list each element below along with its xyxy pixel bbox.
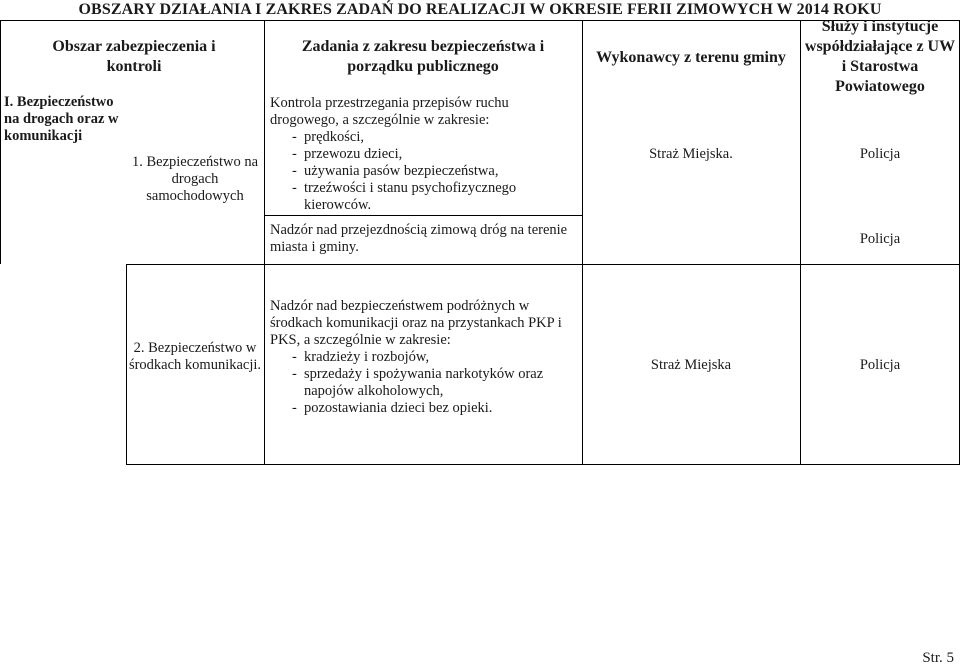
grid-line [264,20,265,464]
service-2: Policja [859,231,901,247]
grid-line [126,264,127,464]
header-tasks: Zadania z zakresu bezpieczeństwa i porządku publicznego [301,38,545,75]
executor-3: Straż Miejska [650,357,732,373]
header-services: Służy i instytucje współdziałające z UW i Starostwa Powiatowego [804,18,956,95]
grid-line [126,464,960,465]
document-title: OBSZARY DZIAŁANIA I ZAKRES ZADAŃ DO REALIZACJI W OKRESIE FERII ZIMOWYCH W 2014 ROKU [78,1,882,18]
list-item: - sprzedaży i spożywania narkotyków oraz napojów alkoholowych, [270,366,578,400]
grid-line [800,20,801,464]
grid-line [264,215,582,216]
task-3 [270,298,578,417]
header-area: Obszar zabezpieczenia i kontroli [52,38,216,75]
task-3-list [270,349,578,417]
grid-line [126,264,960,265]
section-label: I. Bezpieczeństwo na drogach oraz w komunikacji [4,94,119,144]
task-1 [270,95,576,214]
list-item: - kradzieży i rozbojów, [270,349,578,366]
list-item: - prędkości, [270,129,576,146]
list-item: - pozostawiania dzieci bez opieki. [270,400,578,417]
task-1-intro: Kontrola przestrzegania przepisów ruchu drogowego, a szczególnie w zakresie: [270,95,509,128]
list-item: - trzeźwości i stanu psychofizycznego kierowców. [270,180,576,214]
task-1-list [270,129,576,214]
page-number: Str. 5 [922,650,954,666]
list-item: - używania pasów bezpieczeństwa, [270,163,576,180]
service-3: Policja [859,357,901,373]
grid-line [0,20,1,264]
task-3-intro: Nadzór nad bezpieczeństwem podróżnych w środkach komunikacji oraz na przystankach PKP i PKS, a szczególnie w zakresie: [270,298,562,348]
list-item: - przewozu dzieci, [270,146,576,163]
executor-1: Straż Miejska. [649,146,733,162]
service-1: Policja [859,146,901,162]
header-executors: Wykonawcy z terenu gminy [596,49,786,66]
task-2: Nadzór nad przejezdnością zimową dróg na terenie miasta i gminy. [270,222,568,255]
subarea-2: 2. Bezpieczeństwo w środkach komunikacji. [128,340,262,373]
subarea-1: 1. Bezpieczeństwo na drogach samochodowych [131,154,259,204]
grid-line [582,20,583,464]
